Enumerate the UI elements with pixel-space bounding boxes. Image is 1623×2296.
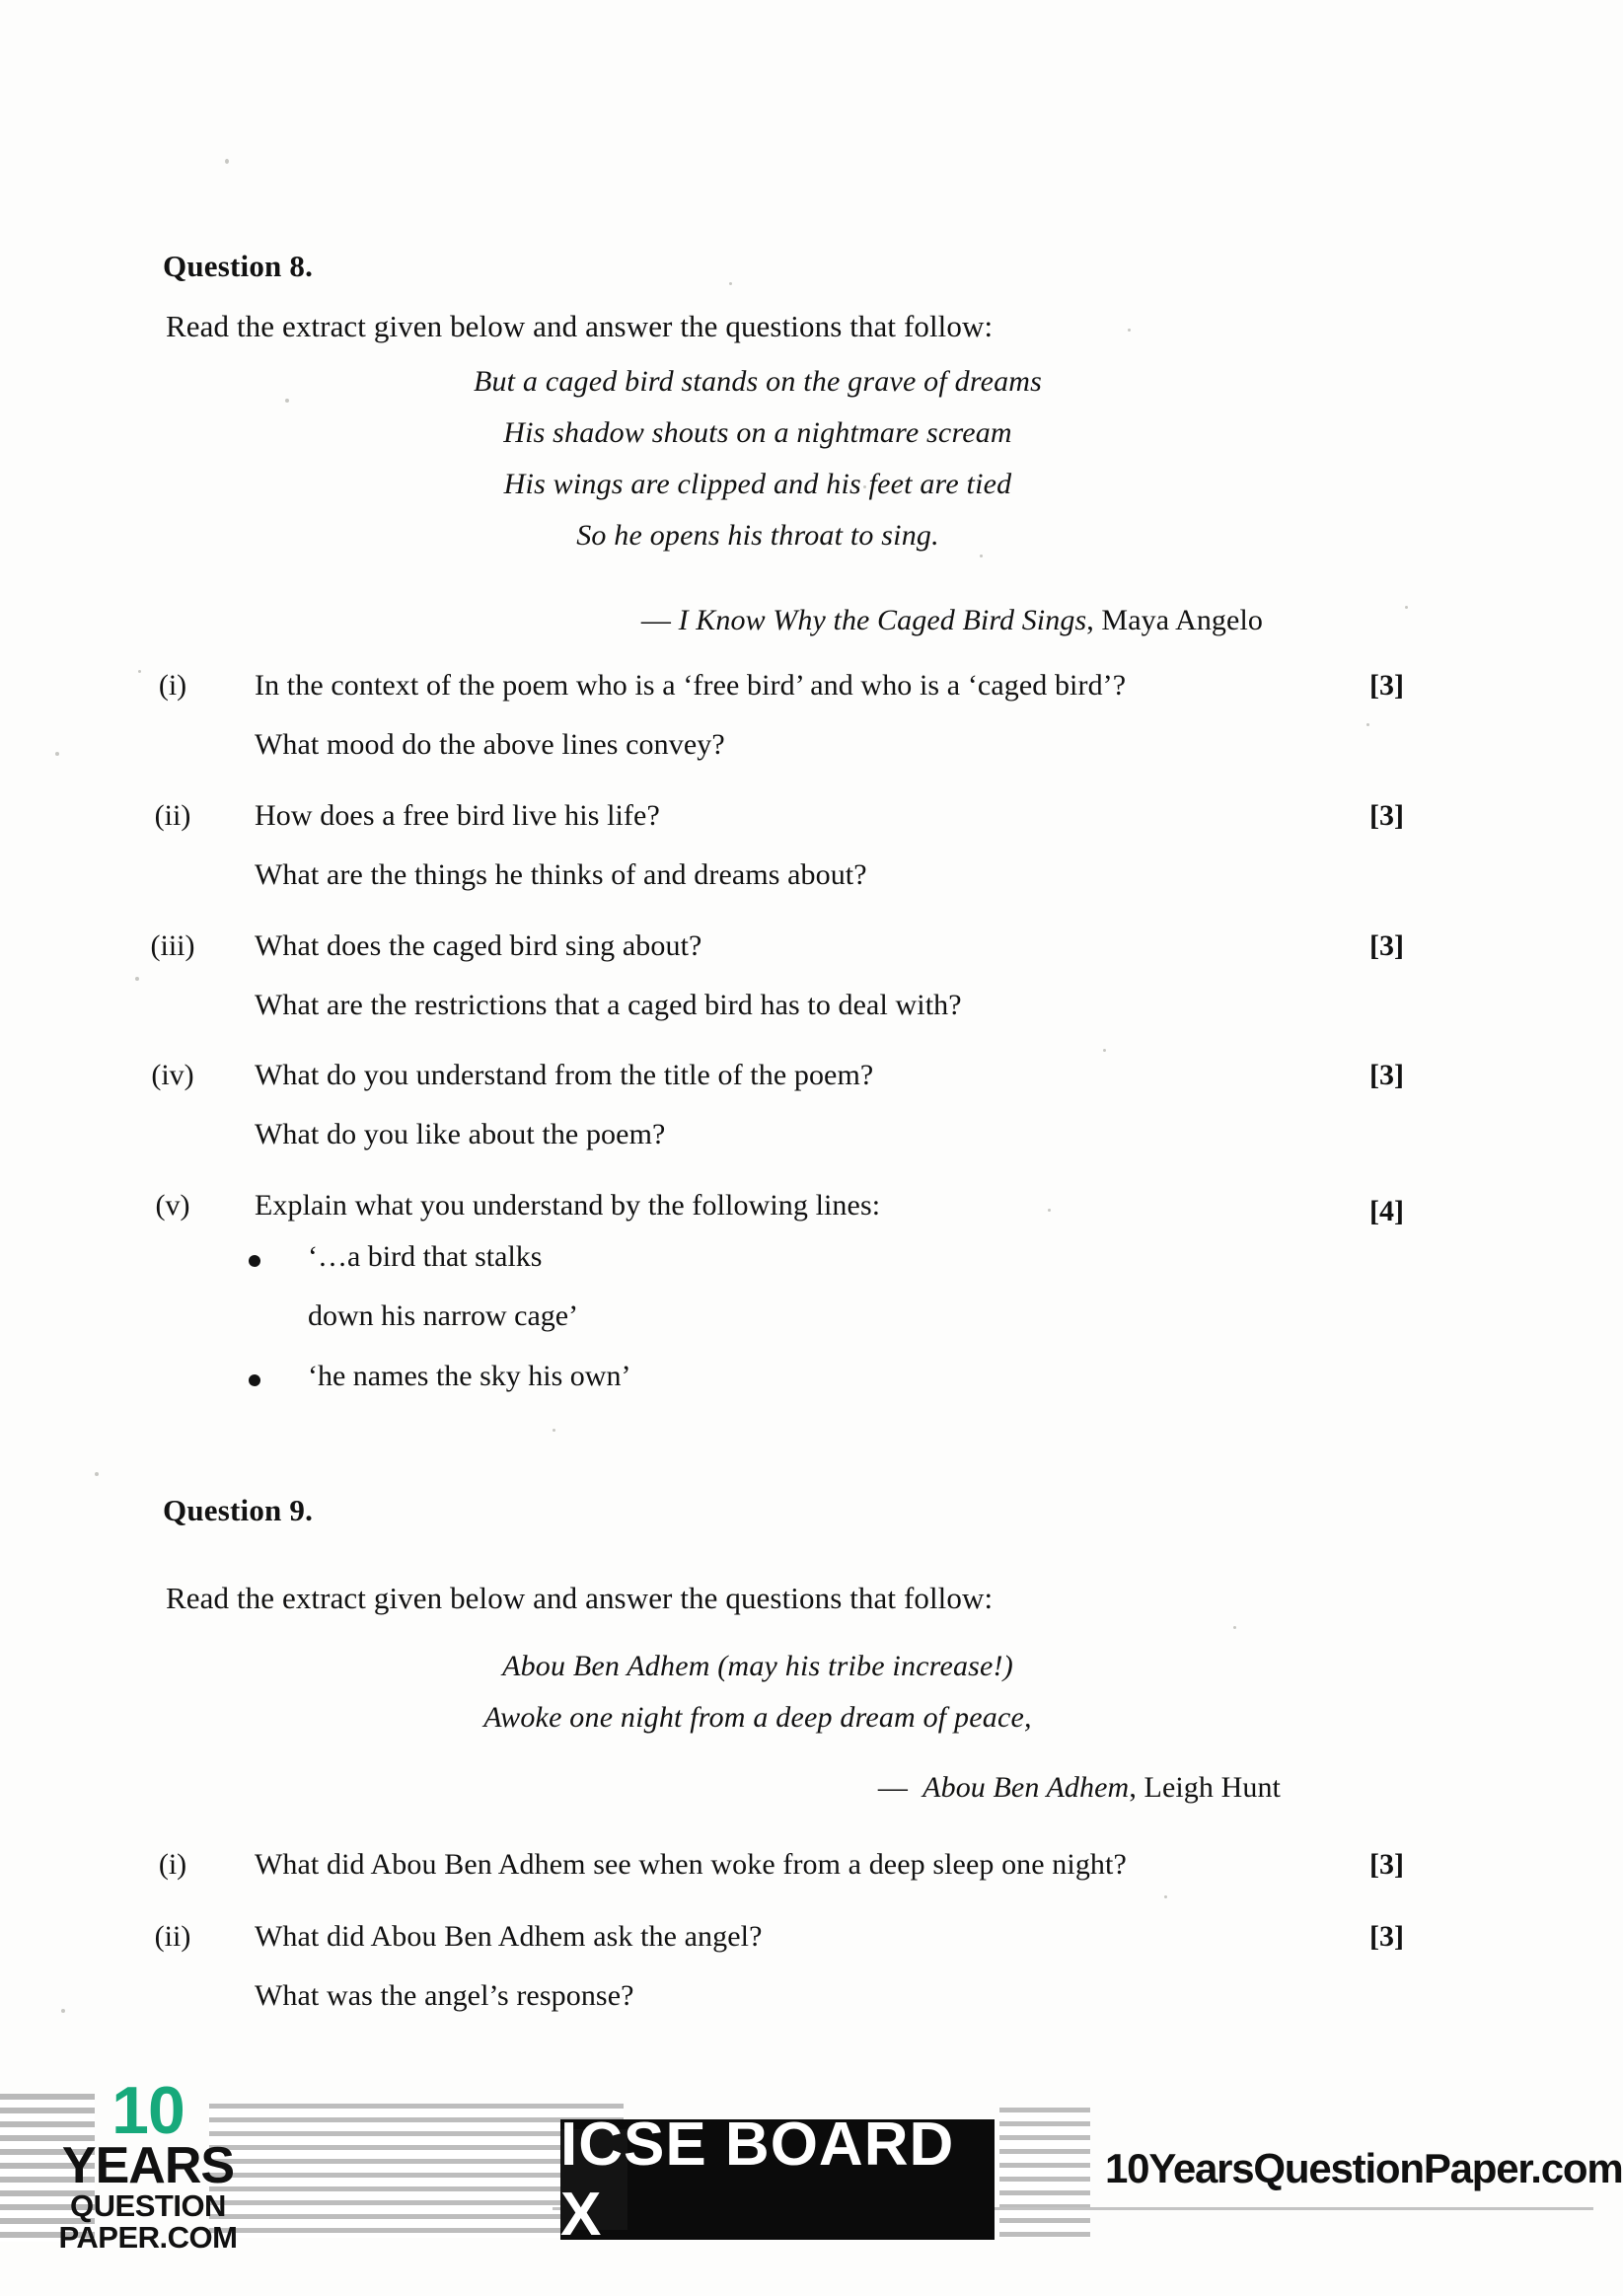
- item-line: What did Abou Ben Adhem see when woke from a deep sleep one night?: [255, 1848, 1127, 1881]
- bullet-marker: [249, 1374, 260, 1386]
- item-marks: [3]: [1369, 1848, 1404, 1881]
- item-number: (iii): [150, 929, 195, 962]
- scan-speck: [135, 977, 139, 981]
- attribution-dash: —: [640, 604, 671, 636]
- attribution-work: I Know Why the Caged Bird Sings: [678, 604, 1087, 636]
- scan-speck: [55, 752, 59, 756]
- item-marks: [3]: [1369, 1920, 1404, 1953]
- bullet-line: down his narrow cage’: [308, 1299, 579, 1332]
- bullet-line: ‘he names the sky his own’: [308, 1360, 631, 1392]
- scan-speck: [1164, 1895, 1167, 1898]
- item-line: What does the caged bird sing about?: [255, 929, 702, 962]
- item-line: How does a free bird live his life?: [255, 799, 660, 832]
- scan-speck: [553, 1429, 555, 1432]
- extract-line: His shadow shouts on a nightmare scream: [503, 416, 1012, 449]
- extract-line: But a caged bird stands on the grave of dreams: [473, 365, 1043, 398]
- item-line: Explain what you understand by the following lines:: [255, 1189, 881, 1222]
- extract-line: Awoke one night from a deep dream of peace,: [483, 1701, 1032, 1734]
- question-9-extract: [166, 1650, 1350, 1735]
- scan-speck: [980, 555, 983, 557]
- attribution-author: , Maya Angelo: [1086, 604, 1263, 636]
- item-marks: [3]: [1369, 929, 1404, 962]
- item-line: What are the things he thinks of and dreams about?: [255, 858, 867, 891]
- item-number: (i): [158, 1848, 187, 1881]
- item-line: In the context of the poem who is a ‘free bird’ and who is a ‘caged bird’?: [255, 669, 1127, 702]
- scan-speck: [61, 2009, 65, 2013]
- question-8-extract: [166, 365, 1350, 553]
- attribution-author: , Leigh Hunt: [1129, 1771, 1281, 1804]
- scan-speck: [95, 1472, 99, 1476]
- item-number: (iv): [151, 1059, 194, 1091]
- scan-speck: [1048, 1209, 1051, 1212]
- question-9-attribution: [166, 1771, 1281, 1805]
- footer-watermark: [0, 2062, 1623, 2296]
- board-banner: [560, 2111, 995, 2249]
- attribution-work: Abou Ben Adhem: [922, 1771, 1130, 1804]
- attribution-dash: —: [877, 1771, 908, 1804]
- question-8-heading: Question 8.: [163, 249, 314, 283]
- question-9-instruction: Read the extract given below and answer the questions that follow:: [166, 1581, 994, 1615]
- banner-label: ICSE BOARD X: [560, 2111, 955, 2249]
- item-number: (v): [155, 1189, 190, 1222]
- bullet-line: ‘…a bird that stalks: [308, 1240, 543, 1273]
- scan-speck: [1366, 723, 1369, 726]
- scan-speck: [1128, 329, 1131, 332]
- extract-line: His wings are clipped and his feet are tied: [503, 468, 1012, 500]
- item-marks: [3]: [1369, 1059, 1404, 1091]
- item-number: (ii): [154, 799, 191, 832]
- item-marks: [3]: [1369, 669, 1404, 702]
- scan-speck: [225, 159, 229, 164]
- item-line: What did Abou Ben Adhem ask the angel?: [255, 1920, 763, 1953]
- site-url[interactable]: 10YearsQuestionPaper.com: [1105, 2145, 1623, 2191]
- item-marks: [4]: [1369, 1195, 1404, 1227]
- stripe-pattern-right: [999, 2108, 1090, 2238]
- item-line: What do you understand from the title of the poem?: [255, 1059, 874, 1091]
- item-line: What do you like about the poem?: [255, 1118, 666, 1150]
- scan-speck: [729, 282, 732, 285]
- question-8-instruction: Read the extract given below and answer the questions that follow:: [166, 309, 994, 343]
- scan-speck: [1233, 1626, 1236, 1629]
- scan-speck: [1103, 1049, 1106, 1052]
- site-logo[interactable]: [58, 2073, 238, 2256]
- logo-number: 10: [111, 2073, 184, 2148]
- item-line: What mood do the above lines convey?: [255, 728, 725, 761]
- logo-domain: QUESTION PAPER.COM: [58, 2187, 238, 2256]
- item-line: What are the restrictions that a caged bird has to deal with?: [255, 989, 962, 1021]
- item-marks: [3]: [1369, 799, 1404, 832]
- item-number: (ii): [154, 1920, 191, 1953]
- extract-line: Abou Ben Adhem (may his tribe increase!): [502, 1650, 1013, 1682]
- scan-speck: [1405, 606, 1408, 609]
- question-9-heading: Question 9.: [163, 1493, 314, 1527]
- item-number: (i): [158, 669, 187, 702]
- bullet-marker: [249, 1255, 260, 1267]
- logo-years: YEARS: [61, 2136, 235, 2194]
- extract-line: So he opens his throat to sing.: [576, 519, 939, 552]
- question-8-attribution: [166, 604, 1263, 637]
- item-line: What was the angel’s response?: [255, 1979, 634, 2012]
